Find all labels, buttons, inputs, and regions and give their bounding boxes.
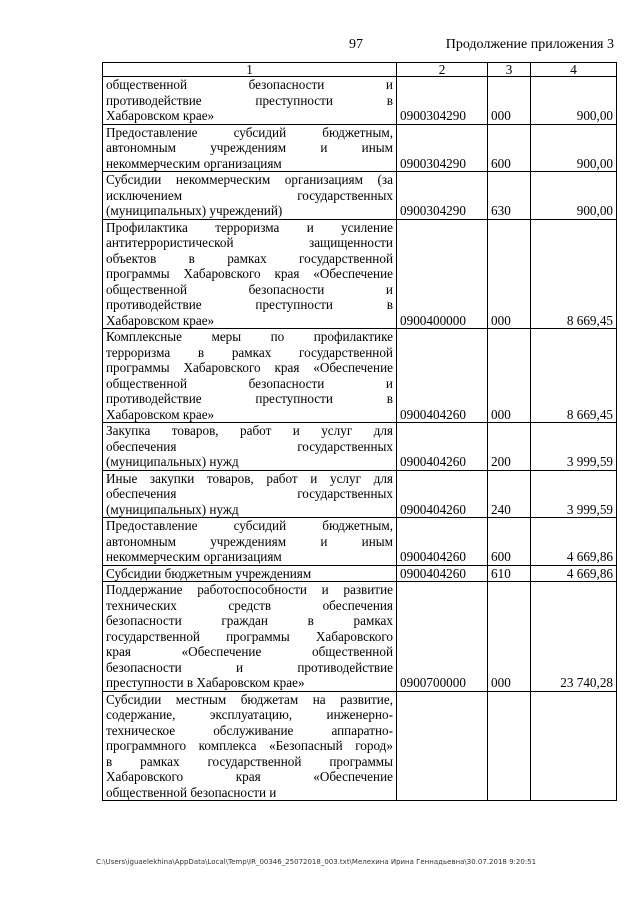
expense-item-name xyxy=(103,172,397,220)
table-row xyxy=(103,77,617,125)
expense-item-name-line: Субсидии бюджетным учреждениям xyxy=(106,565,312,581)
target-article-code: 0900304290 xyxy=(397,77,488,125)
table-row xyxy=(103,423,617,471)
expense-item-name-line: автономным учреждениям и иным xyxy=(106,140,393,155)
expense-item-name-line: терроризма в рамках государственной xyxy=(106,344,393,360)
expense-item-name-line: некоммерческим организациям xyxy=(106,155,282,171)
amount-value: 8 669,45 xyxy=(531,219,617,329)
expense-item-name-line: автономным учреждениям и иным xyxy=(106,533,393,549)
target-article-code: 0900304290 xyxy=(397,124,488,172)
expense-type-code: 000 xyxy=(488,329,531,423)
amount-value: 900,00 xyxy=(531,172,617,220)
expense-item-name-line: обеспечения государственных xyxy=(106,438,393,454)
target-article-code: 0900304290 xyxy=(397,172,488,220)
expense-item-name xyxy=(103,77,397,125)
expense-item-name-line: Субсидии некоммерческим организациям (за xyxy=(106,172,393,187)
expense-item-name-line: общественной безопасности и xyxy=(106,77,393,92)
expense-type-code: 000 xyxy=(488,219,531,329)
table-row xyxy=(103,329,617,423)
target-article-code: 0900404260 xyxy=(397,329,488,423)
expense-item-name xyxy=(103,219,397,329)
expense-item-name-line: общественной безопасности и xyxy=(106,281,393,297)
expense-type-code: 600 xyxy=(488,124,531,172)
column-header: 2 xyxy=(397,63,488,77)
target-article-code xyxy=(397,691,488,801)
expense-item-name-line: Предоставление субсидий бюджетным, xyxy=(106,518,393,533)
expense-item-name-line: в рамках государственной программы xyxy=(106,753,393,769)
expense-item-name-line: Закупка товаров, работ и услуг для xyxy=(106,423,393,438)
table-row xyxy=(103,172,617,220)
target-article-code: 0900404260 xyxy=(397,565,488,582)
expense-item-name-line: антитеррористической защищенности xyxy=(106,235,393,250)
expense-type-code: 630 xyxy=(488,172,531,220)
expense-type-code: 000 xyxy=(488,582,531,692)
expense-item-name-line: Комплексные меры по профилактике xyxy=(106,329,393,344)
budget-table xyxy=(102,62,617,801)
table-row xyxy=(103,518,617,566)
expense-item-name-line: содержание, эксплуатацию, инженерно- xyxy=(106,707,393,722)
amount-value xyxy=(531,691,617,801)
column-header: 1 xyxy=(103,63,397,77)
page-number: 97 xyxy=(349,37,363,52)
amount-value: 8 669,45 xyxy=(531,329,617,423)
expense-item-name-line: (муниципальных) нужд xyxy=(106,454,239,469)
expense-item-name-line: общественной безопасности и xyxy=(106,375,393,391)
expense-item-name-line: противодействие преступности в xyxy=(106,297,393,312)
expense-item-name-line: Субсидии местным бюджетам на развитие, xyxy=(106,691,393,707)
target-article-code: 0900404260 xyxy=(397,470,488,518)
expense-item-name-line: безопасности граждан в рамках xyxy=(106,613,393,628)
amount-value: 3 999,59 xyxy=(531,470,617,518)
expense-type-code: 240 xyxy=(488,470,531,518)
table-header-row xyxy=(103,63,617,77)
expense-item-name-line: (муниципальных) нужд xyxy=(106,501,239,517)
expense-type-code: 600 xyxy=(488,518,531,566)
table-row xyxy=(103,470,617,518)
table-row xyxy=(103,582,617,692)
target-article-code: 0900700000 xyxy=(397,582,488,692)
expense-item-name-line: безопасности и противодействие xyxy=(106,659,393,675)
appendix-continuation-caption: Продолжение приложения 3 xyxy=(445,37,614,52)
expense-item-name-line: края «Обеспечение общественной xyxy=(106,644,393,659)
table-row xyxy=(103,691,617,801)
expense-item-name-line: противодействие преступности в xyxy=(106,391,393,406)
target-article-code: 0900400000 xyxy=(397,219,488,329)
expense-item-name-line: программного комплекса «Безопасный город» xyxy=(106,738,393,753)
amount-value: 4 669,86 xyxy=(531,518,617,566)
expense-type-code: 610 xyxy=(488,565,531,582)
table-row xyxy=(103,124,617,172)
expense-item-name xyxy=(103,329,397,423)
amount-value: 900,00 xyxy=(531,124,617,172)
expense-item-name-line: Профилактика терроризма и усиление xyxy=(106,219,393,235)
table-row xyxy=(103,565,617,582)
expense-item-name xyxy=(103,582,397,692)
expense-item-name-line: Хабаровском крае» xyxy=(106,108,215,123)
expense-item-name-line: технических средств обеспечения xyxy=(106,597,393,613)
column-header: 3 xyxy=(488,63,531,77)
expense-item-name-line: противодействие преступности в xyxy=(106,92,393,108)
expense-item-name-line: государственной программы Хабаровского xyxy=(106,628,393,644)
amount-value: 23 740,28 xyxy=(531,582,617,692)
expense-item-name-line: некоммерческим организациям xyxy=(106,549,282,564)
expense-item-name-line: преступности в Хабаровском крае» xyxy=(106,675,305,690)
expense-item-name xyxy=(103,124,397,172)
expense-item-name-line: исключением государственных xyxy=(106,187,393,203)
expense-item-name xyxy=(103,691,397,801)
expense-item-name-line: Иные закупки товаров, работ и услуг для xyxy=(106,470,393,486)
expense-item-name-line: программы Хабаровского края «Обеспечение xyxy=(106,266,393,281)
expense-item-name-line: Хабаровского края «Обеспечение xyxy=(106,769,393,784)
expense-item-name-line: Хабаровском крае» xyxy=(106,406,215,422)
amount-value: 900,00 xyxy=(531,77,617,125)
target-article-code: 0900404260 xyxy=(397,518,488,566)
table-row xyxy=(103,219,617,329)
expense-item-name-line: общественной безопасности и xyxy=(106,784,277,800)
expense-item-name-line: программы Хабаровского края «Обеспечение xyxy=(106,360,393,375)
amount-value: 4 669,86 xyxy=(531,565,617,582)
expense-item-name xyxy=(103,565,397,582)
file-path-footer: C:\Users\iguaelekhina\AppData\Local\Temp\IR_00346_25072018_003.txt\Мелехина Ирина Геннадьевна\30.07.2018 9:20:51 xyxy=(96,858,537,866)
column-header: 4 xyxy=(531,63,617,77)
expense-type-code: 200 xyxy=(488,423,531,471)
expense-item-name-line: техническое обслуживание аппаратно- xyxy=(106,722,393,738)
expense-item-name-line: Предоставление субсидий бюджетным, xyxy=(106,124,393,140)
expense-item-name xyxy=(103,470,397,518)
expense-item-name-line: (муниципальных) учреждений) xyxy=(106,203,283,218)
amount-value: 3 999,59 xyxy=(531,423,617,471)
target-article-code: 0900404260 xyxy=(397,423,488,471)
expense-item-name xyxy=(103,518,397,566)
expense-item-name-line: объектов в рамках государственной xyxy=(106,250,393,266)
expense-item-name-line: Хабаровском крае» xyxy=(106,312,215,328)
expense-type-code: 000 xyxy=(488,77,531,125)
table-body xyxy=(103,77,617,801)
expense-item-name-line: обеспечения государственных xyxy=(106,486,393,501)
expense-item-name-line: Поддержание работоспособности и развитие xyxy=(106,582,393,597)
expense-type-code xyxy=(488,691,531,801)
expense-item-name xyxy=(103,423,397,471)
